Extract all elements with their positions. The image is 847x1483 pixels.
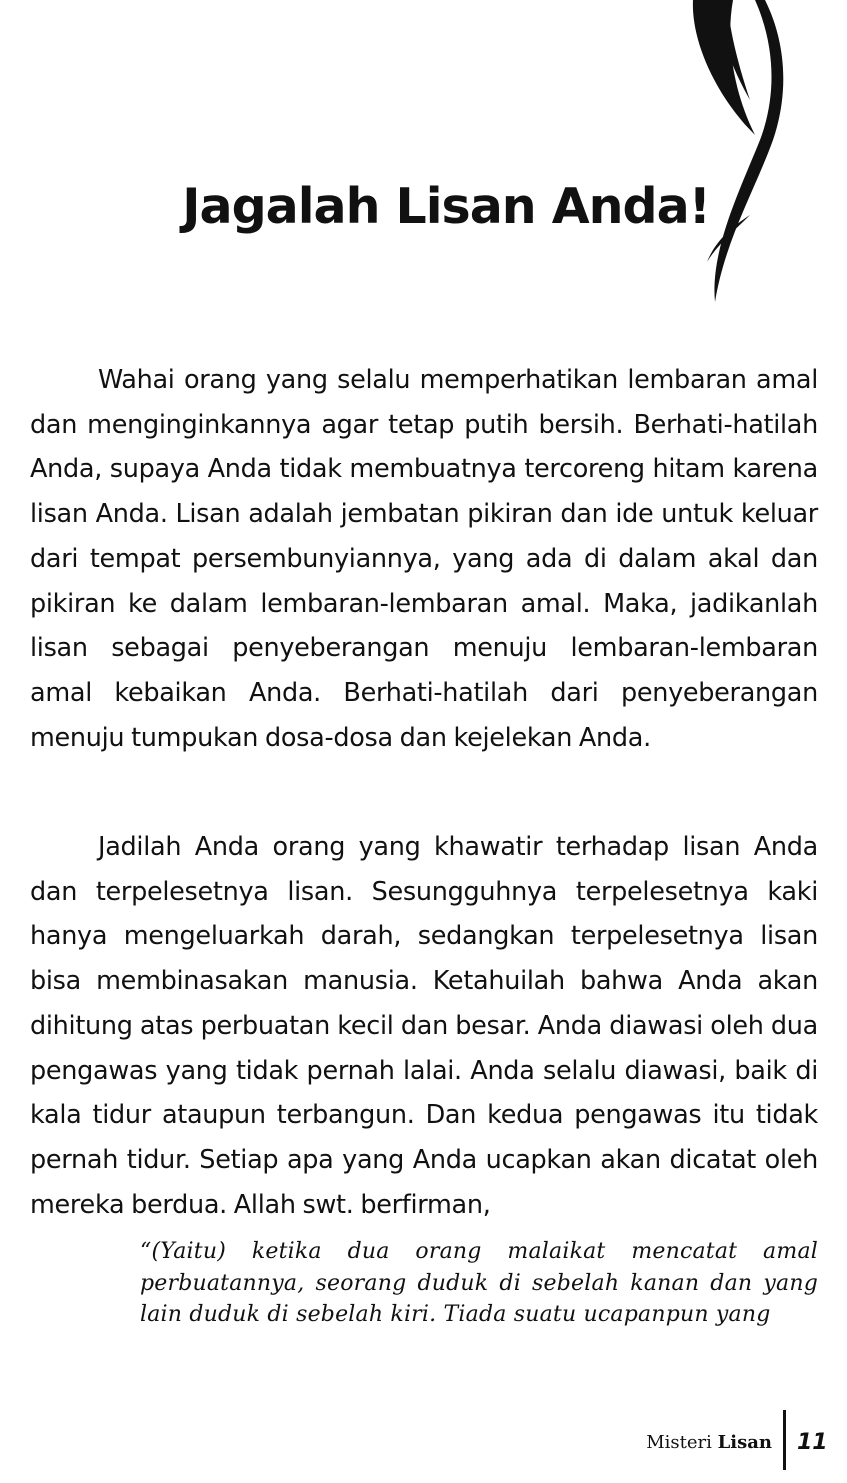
- footer-divider: [783, 1410, 786, 1470]
- paragraph-text: Wahai orang yang selalu memperhatikan lembaran amal dan menginginkannya agar tetap putih bersih. Berhati-hatilah Anda, supaya Anda tidak membuatnya tercoreng hitam karena lisan Anda. Lisan adalah jembatan pikiran dan ide untuk keluar dari tempat persembunyiannya, yang ada di dalam akal dan pikiran ke dalam lembaran-lembaran amal. Maka, jadikanlah lisan sebagai penyeberangan menuju lembaran-lembaran amal kebaikan Anda. Berhati-hatilah dari penyeberangan menuju tumpukan dosa-dosa dan kejelekan Anda.: [30, 365, 818, 753]
- footer-book-title-bold: Lisan: [717, 1432, 772, 1453]
- body-paragraph-1: [30, 358, 818, 760]
- chapter-title: Jagalah Lisan Anda!: [182, 178, 710, 235]
- paragraph-text: Jadilah Anda orang yang khawatir terhadap lisan Anda dan terpelesetnya lisan. Sesungguhnya terpelesetnya kaki hanya mengeluarkah darah, sedangkan terpelesetnya lisan bisa membinasakan manusia. Ketahuilah bahwa Anda akan dihitung atas perbuatan kecil dan besar. Anda diawasi oleh dua pengawas yang tidak pernah lalai. Anda selalu diawasi, baik di kala tidur ataupun terbangun. Dan kedua pengawas itu tidak pernah tidur. Setiap apa yang Anda ucapkan akan dicatat oleh mereka berdua. Allah swt. berfirman,: [30, 832, 818, 1220]
- footer-book-title: [646, 1432, 772, 1453]
- footer-book-title-prefix: Misteri: [646, 1432, 712, 1453]
- page-number: 11: [797, 1430, 828, 1455]
- quran-quote: “(Yaitu) ketika dua orang malaikat mencatat amal perbuatannya, seorang duduk di sebelah kanan dan yang lain duduk di sebelah kiri. Tiada suatu ucapanpun yang: [140, 1239, 818, 1327]
- page-footer: [0, 1428, 847, 1468]
- body-paragraph-2: [30, 825, 818, 1227]
- decorative-swirl-ornament: [655, 0, 815, 310]
